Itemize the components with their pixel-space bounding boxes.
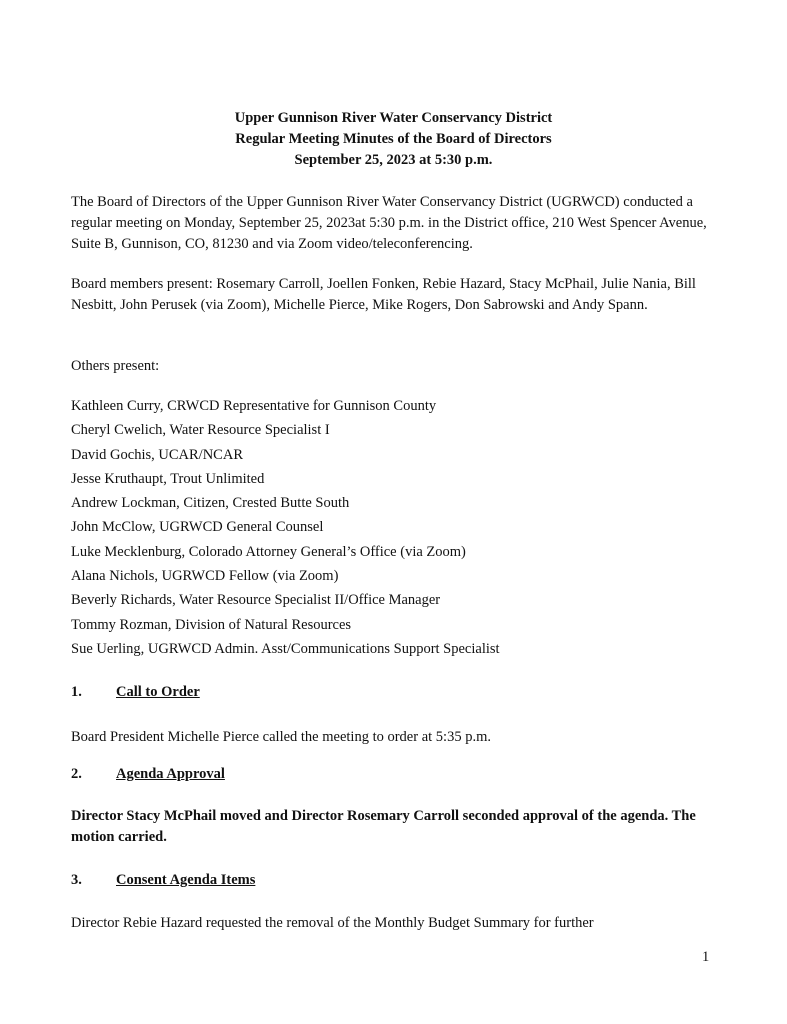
section-number: 1. bbox=[71, 684, 82, 700]
others-present-label: Others present: bbox=[71, 358, 160, 374]
agenda-motion-text: Director Stacy McPhail moved and Director Rosemary Carroll seconded approval of the agenda. The motion carried. bbox=[71, 808, 696, 845]
section-heading-agenda-approval bbox=[71, 764, 225, 785]
page-number: 1 bbox=[702, 949, 710, 965]
attendee-item: John McClow, UGRWCD General Counsel bbox=[71, 519, 324, 536]
intro-paragraph: The Board of Directors of the Upper Gunnison River Water Conservancy District (UGRWCD) conducted a regular meeting on Monday, September 25, 2023at 5:30 p.m. in the District office, 210 West Spencer Avenue, Suite B, Gunnison, CO, 81230 and via Zoom video/teleconferencing. bbox=[71, 194, 707, 252]
section-title: Agenda Approval bbox=[116, 766, 225, 782]
district-name: Upper Gunnison River Water Conservancy District bbox=[234, 110, 553, 126]
call-to-order-text: Board President Michelle Pierce called the meeting to order at 5:35 p.m. bbox=[71, 729, 491, 745]
section-heading-call-to-order bbox=[71, 682, 200, 703]
board-members-paragraph: Board members present: Rosemary Carroll, Joellen Fonken, Rebie Hazard, Stacy McPhail, Julie Nania, Bill Nesbitt, John Perusek (via Zoom), Michelle Pierce, Mike Rogers, Don Sabrowski and Andy Spann. bbox=[71, 276, 696, 313]
attendee-item: Jesse Kruthaupt, Trout Unlimited bbox=[71, 470, 265, 487]
meeting-date: September 25, 2023 at 5:30 p.m. bbox=[294, 152, 493, 168]
attendee-item: David Gochis, UCAR/NCAR bbox=[71, 446, 243, 463]
attendee-item: Tommy Rozman, Division of Natural Resources bbox=[71, 616, 352, 633]
attendee-item: Kathleen Curry, CRWCD Representative for Gunnison County bbox=[71, 398, 437, 414]
consent-agenda-text: Director Rebie Hazard requested the removal of the Monthly Budget Summary for further bbox=[71, 915, 594, 931]
attendee-item: Cheryl Cwelich, Water Resource Specialist I bbox=[71, 422, 330, 439]
attendee-item: Beverly Richards, Water Resource Specialist II/Office Manager bbox=[71, 592, 441, 609]
others-present-list bbox=[71, 396, 500, 663]
attendee-item: Alana Nichols, UGRWCD Fellow (via Zoom) bbox=[71, 568, 339, 585]
section-title: Call to Order bbox=[116, 684, 200, 700]
attendee-item: Sue Uerling, UGRWCD Admin. Asst/Communications Support Specialist bbox=[71, 640, 500, 657]
attendee-item: Luke Mecklenburg, Colorado Attorney General’s Office (via Zoom) bbox=[71, 543, 466, 560]
section-number: 2. bbox=[71, 766, 82, 782]
meeting-title: Regular Meeting Minutes of the Board of Directors bbox=[235, 131, 552, 147]
section-heading-consent-agenda bbox=[71, 870, 255, 891]
attendee-item: Andrew Lockman, Citizen, Crested Butte South bbox=[71, 495, 350, 512]
section-number: 3. bbox=[71, 872, 82, 888]
section-title: Consent Agenda Items bbox=[116, 872, 256, 888]
document-header bbox=[0, 108, 787, 171]
